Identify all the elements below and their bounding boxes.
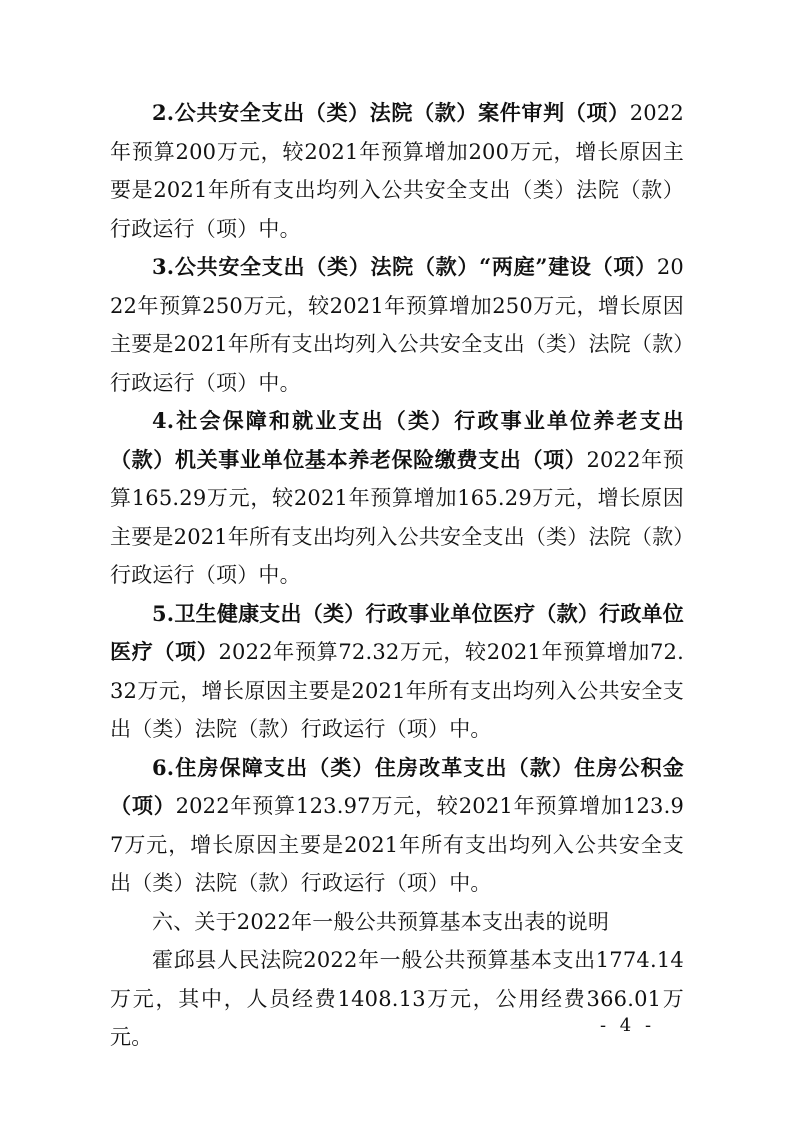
item-5-paragraph: [110, 595, 684, 749]
item-2-paragraph: [110, 94, 684, 248]
page-content: [110, 94, 684, 1057]
item-3-text: 2022年预算250万元，较2021年预算增加250万元，增长原因主要是2021年所有支出均列入公共安全支出（类）法院（款）行政运行（项）中。: [110, 255, 684, 395]
item-5-title: 5.卫生健康支出（类）行政事业单位医疗（款）行政单位医疗（项）: [110, 600, 684, 664]
page-number: - 4 -: [600, 1015, 656, 1036]
section-text: 霍邱县人民法院2022年一般公共预算基本支出1774.14万元，其中，人员经费1408.13万元，公用经费366.01万元。: [110, 948, 684, 1049]
item-5-text: 2022年预算72.32万元，较2021年预算增加72.32万元，增长原因主要是2021年所有支出均列入公共安全支出（类）法院（款）行政运行（项）中。: [110, 640, 684, 741]
item-2-title: 2.公共安全支出（类）法院（款）案件审判（项）: [152, 100, 630, 125]
item-4-title: 4.社会保障和就业支出（类）行政事业单位养老支出（款）机关事业单位基本养老保险缴费支出（项）: [110, 408, 684, 472]
section-heading: 六、关于2022年一般公共预算基本支出表的说明: [152, 909, 610, 934]
item-3-title: 3.公共安全支出（类）法院（款）“两庭”建设（项）: [152, 254, 657, 279]
item-6-text: 2022年预算123.97万元，较2021年预算增加123.97万元，增长原因主要是2021年所有支出均列入公共安全支出（类）法院（款）行政运行（项）中。: [110, 794, 684, 895]
item-4-paragraph: [110, 402, 684, 595]
item-6-paragraph: [110, 749, 684, 903]
item-3-paragraph: [110, 248, 684, 402]
item-2-text: 2022年预算200万元，较2021年预算增加200万元，增长原因主要是2021年所有支出均列入公共安全支出（类）法院（款）行政运行（项）中。: [110, 101, 684, 241]
item-6-title: 6.住房保障支出（类）住房改革支出（款）住房公积金（项）: [110, 754, 684, 818]
item-4-text: 2022年预算165.29万元，较2021年预算增加165.29万元，增长原因主要是2021年所有支出均列入公共安全支出（类）法院（款）行政运行（项）中。: [110, 447, 684, 587]
